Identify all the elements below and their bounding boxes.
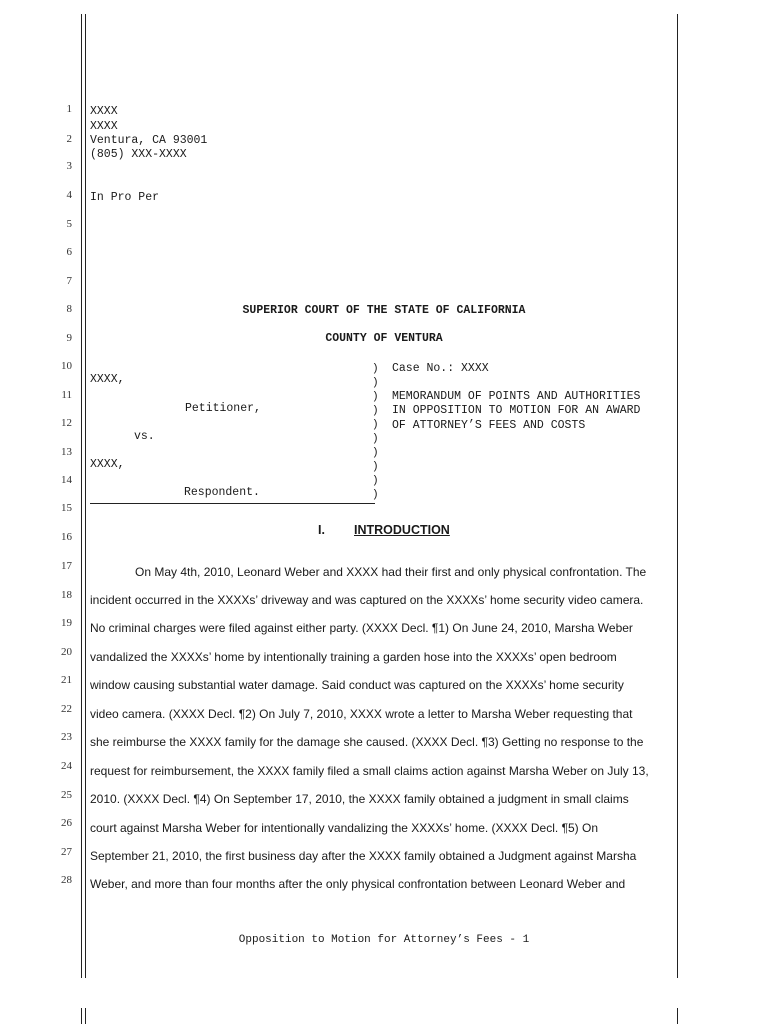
line-number: 17 [61,560,72,572]
line-number: 20 [61,646,72,658]
left-margin-rule-inner [85,14,86,978]
caption-paren: ) [372,419,379,431]
line-number: 21 [61,674,72,686]
line-number: 8 [66,303,72,315]
document-title-line: OF ATTORNEY’S FEES AND COSTS [392,419,586,432]
caption-paren: ) [372,391,379,403]
caption-paren: ) [372,377,379,389]
court-county: COUNTY OF VENTURA [325,332,443,345]
body-line: 2010. (XXXX Decl. ¶4) On September 17, 2010, the XXXX family obtained a judgment in small claims [90,792,629,806]
attorney-address-line: XXXX [90,120,118,133]
line-number: 10 [61,360,72,372]
line-number: 5 [66,218,72,230]
body-line: No criminal charges were filed against either party. (XXXX Decl. ¶1) On June 24, 2010, Marsha Weber [90,621,633,635]
body-line: window causing substantial water damage. Said conduct was captured on the XXXXs’ home security [90,678,624,692]
caption-paren: ) [372,489,379,501]
line-number: 26 [61,817,72,829]
caption-paren: ) [372,363,379,375]
body-line: she reimburse the XXXX family for the damage she caused. (XXXX Decl. ¶3) Getting no response to the [90,735,644,749]
caption-paren: ) [372,405,379,417]
line-number: 7 [66,275,72,287]
caption-paren: ) [372,447,379,459]
body-line: incident occurred in the XXXXs’ driveway and was captured on the XXXXs’ home security video camera. [90,593,644,607]
next-page-left-rule-outer [81,1008,82,1024]
line-number: 23 [61,731,72,743]
petitioner-label: Petitioner, [185,402,261,415]
body-line: vandalized the XXXXs’ home by intentionally training a garden hose into the XXXXs’ open bedroom [90,650,617,664]
line-number: 12 [61,417,72,429]
caption-underline [90,503,375,504]
versus-label: vs. [134,430,155,443]
body-line: court against Marsha Weber for intentionally vandalizing the XXXXs’ home. (XXXX Decl. ¶5) On [90,821,599,835]
next-page-left-rule-inner [85,1008,86,1024]
section-title: INTRODUCTION [354,523,450,537]
line-number: 6 [66,246,72,258]
line-number: 1 [66,103,72,115]
line-number: 22 [61,703,72,715]
body-line: September 21, 2010, the first business day after the XXXX family obtained a Judgment against Marsha [90,849,637,863]
caption-paren: ) [372,433,379,445]
line-number: 13 [61,446,72,458]
attorney-city: Ventura, CA 93001 [90,134,208,147]
respondent-name: XXXX, [90,458,125,471]
attorney-phone: (805) XXX-XXXX [90,148,187,161]
case-number: Case No.: XXXX [392,362,489,375]
line-number: 19 [61,617,72,629]
caption-paren: ) [372,461,379,473]
body-line: request for reimbursement, the XXXX family filed a small claims action against Marsha Weber on July 13, [90,764,649,778]
petitioner-name: XXXX, [90,373,125,386]
line-number: 28 [61,874,72,886]
line-number: 25 [61,789,72,801]
document-title-line: MEMORANDUM OF POINTS AND AUTHORITIES [392,390,641,403]
body-line: On May 4th, 2010, Leonard Weber and XXXX had their first and only physical confrontation. The [135,565,647,579]
court-name: SUPERIOR COURT OF THE STATE OF CALIFORNIA [242,304,526,317]
line-number: 11 [61,389,72,401]
right-margin-rule [677,14,678,978]
line-number: 9 [66,332,72,344]
section-number: I. [318,523,325,537]
line-number: 15 [61,502,72,514]
page-footer: Opposition to Motion for Attorney’s Fees - 1 [238,934,530,946]
next-page-right-rule [677,1008,678,1024]
body-line: video camera. (XXXX Decl. ¶2) On July 7, 2010, XXXX wrote a letter to Marsha Weber requesting that [90,707,633,721]
left-margin-rule-outer [81,14,82,978]
line-number: 3 [66,160,72,172]
respondent-label: Respondent. [184,486,260,499]
body-line: Weber, and more than four months after the only physical confrontation between Leonard Weber and [90,877,626,891]
attorney-name: XXXX [90,105,118,118]
document-title-line: IN OPPOSITION TO MOTION FOR AN AWARD [392,404,641,417]
line-number: 2 [66,133,72,145]
line-number: 16 [61,531,72,543]
line-number: 18 [61,589,72,601]
caption-paren: ) [372,475,379,487]
line-number: 4 [66,189,72,201]
line-number: 24 [61,760,72,772]
line-number: 14 [61,474,72,486]
line-number: 27 [61,846,72,858]
attorney-capacity: In Pro Per [90,191,160,204]
